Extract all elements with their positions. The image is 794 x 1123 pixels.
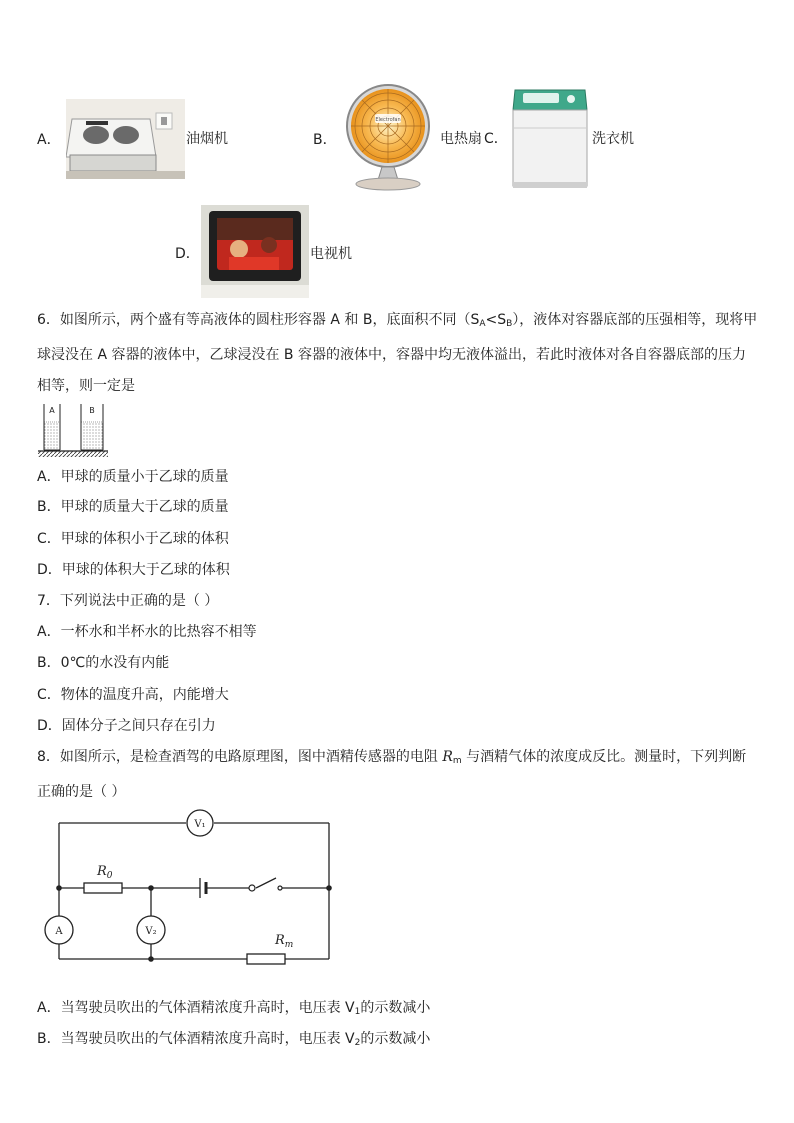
q7-option-b: B．0℃的水没有内能 xyxy=(37,655,170,671)
q6-option-b: B．甲球的质量大于乙球的质量 xyxy=(37,499,229,515)
ammeter-label: A xyxy=(55,926,63,937)
junction-left xyxy=(56,885,62,891)
range-hood-icon xyxy=(66,99,185,179)
television-icon xyxy=(201,205,309,298)
range-hood-image xyxy=(66,99,185,179)
voltmeter-v2-label: V₂ xyxy=(145,926,157,937)
q7-stem: 7．下列说法中正确的是（ ） xyxy=(37,593,219,609)
q5-option-c-letter: C． xyxy=(484,131,508,147)
washing-machine-icon xyxy=(509,84,591,190)
containers-figure xyxy=(38,402,108,458)
q6-option-a: A．甲球的质量小于乙球的质量 xyxy=(37,469,229,485)
electric-heater-image xyxy=(337,82,440,194)
container-a-label: A xyxy=(49,406,55,415)
q7-option-d: D．固体分子之间只存在引力 xyxy=(37,718,216,734)
resistor-r0 xyxy=(84,883,122,893)
q5-option-d-letter: D． xyxy=(175,246,200,262)
q6-option-c: C．甲球的体积小于乙球的体积 xyxy=(37,531,229,547)
q5-option-d-label: 电视机 xyxy=(310,246,352,262)
junction-mid-top xyxy=(148,885,154,891)
container-b-label: B xyxy=(89,406,95,415)
q7-option-a: A．一杯水和半杯水的比热容不相等 xyxy=(37,624,257,640)
switch-contact-right xyxy=(278,886,282,890)
q5-option-a-label: 油烟机 xyxy=(186,131,228,147)
heater-brand-text: Electrofan xyxy=(375,117,401,123)
circuit-diagram xyxy=(40,808,340,968)
r0-label: $R_0$ xyxy=(97,864,113,881)
q8-option-b: B．当驾驶员吹出的气体酒精浓度升高时，电压表 $V_2$的示数减小 xyxy=(37,1031,431,1048)
q5-option-c-label: 洗衣机 xyxy=(592,131,634,147)
television-image xyxy=(201,205,309,298)
q5-option-b-letter: B． xyxy=(313,132,337,148)
q7-option-c: C．物体的温度升高，内能增大 xyxy=(37,687,229,703)
junction-mid-bottom xyxy=(148,956,154,962)
q6-stem: 6．如图所示，两个盛有等高液体的圆柱形容器 A 和 B，底面积不同$(S_A<S_B)$，液体对容器底部的压强相等，现将甲球浸没在 A 容器的液体中，乙球浸没在 B 容器的液体中，容器中均无液体溢出，若此时液体对各自容器底部的压力相等，则一定是 xyxy=(37,312,758,394)
q5-option-a-letter: A． xyxy=(37,132,61,148)
junction-right xyxy=(326,885,332,891)
switch-contact-left xyxy=(249,885,255,891)
rm-label: $R_m$ xyxy=(275,933,294,950)
voltmeter-v1-label: V₁ xyxy=(194,819,206,830)
q8-option-a: A．当驾驶员吹出的气体酒精浓度升高时，电压表 $V_1$的示数减小 xyxy=(37,1000,431,1017)
heater-fan-icon xyxy=(337,82,440,194)
q6-option-d: D．甲球的体积大于乙球的体积 xyxy=(37,562,230,578)
washing-machine-image xyxy=(509,84,591,190)
q8-stem: 8．如图所示，是检查酒驾的电路原理图，图中酒精传感器的电阻 $R_m$ 与酒精气体的浓度成反比。测量时，下列判断正确的是（ ） xyxy=(37,749,747,800)
resistor-rm xyxy=(247,954,285,964)
q5-option-b-label: 电热扇 xyxy=(440,131,482,147)
